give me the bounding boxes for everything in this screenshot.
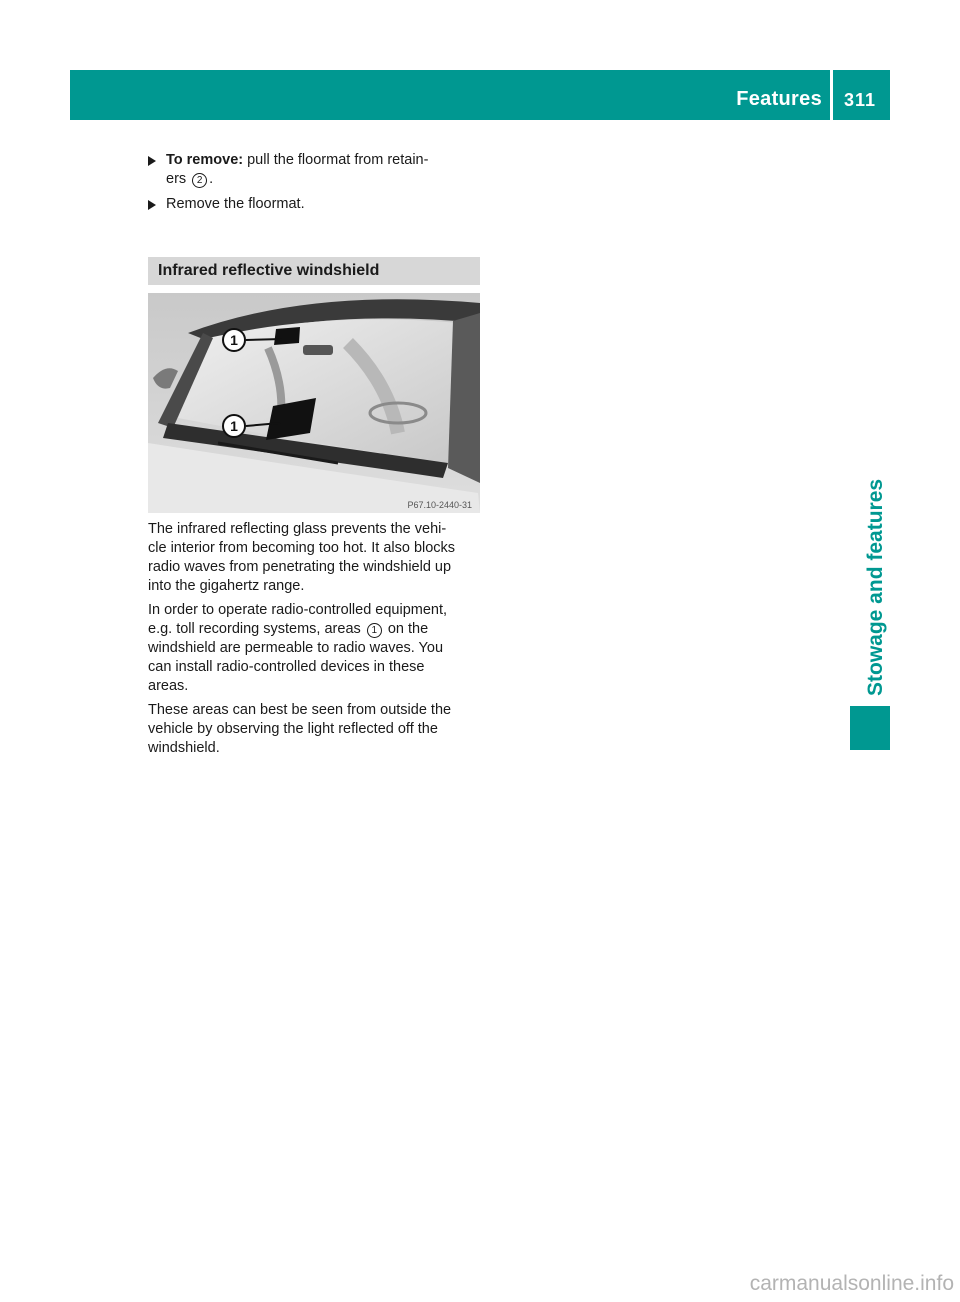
permeable-area-upper	[274, 327, 300, 345]
side-tab-marker	[850, 706, 890, 750]
paragraph-radio-equipment	[148, 601, 483, 696]
header-divider	[830, 70, 833, 120]
figure-callout-1-lower: 1	[230, 418, 238, 434]
watermark: carmanualsonline.info	[714, 1266, 960, 1302]
step-arrow-icon	[148, 200, 156, 210]
section-heading	[148, 257, 480, 285]
paragraph-text: In order to operate radio-controlled equipment, e.g. toll recording systems, areas	[148, 602, 448, 637]
step-remove-floormat	[148, 195, 480, 214]
windshield-figure	[148, 293, 480, 513]
header-bar	[70, 70, 890, 120]
instruction-steps	[148, 151, 480, 220]
paragraph-visibility: These areas can best be seen from outside the vehicle by observing the light reflected off the windshield.	[148, 702, 452, 756]
figure-code: P67.10-2440-31	[407, 500, 472, 510]
page-number: 311	[843, 90, 876, 110]
section-heading-text: Infrared reflective windshield	[158, 262, 380, 279]
header-section-title: Features	[736, 88, 822, 110]
paragraph-infrared-glass: The infrared reflecting glass prevents the vehi- cle interior from becoming too hot. It also blocks radio waves from penetrating the windshield up into the gigahertz range.	[148, 521, 456, 594]
callout-ref-2: 2	[192, 173, 207, 188]
windshield-illustration	[148, 293, 480, 513]
callout-ref-1: 1	[367, 623, 382, 638]
side-tab-label: Stowage and features	[864, 478, 887, 696]
step-arrow-icon	[148, 156, 156, 166]
step-text: Remove the floormat.	[166, 196, 305, 212]
section-body	[148, 520, 483, 763]
paragraph-text: on the windshield are permeable to radio waves. You can install radio-controlled devices in these areas.	[148, 621, 444, 694]
figure-callout-1-upper: 1	[230, 332, 238, 348]
step-remove-floormat-retainers	[148, 151, 480, 189]
step-bold-label: To remove:	[166, 152, 244, 168]
step-text-end: .	[209, 171, 214, 187]
step-text: pull the floormat from retain- ers	[166, 152, 429, 187]
